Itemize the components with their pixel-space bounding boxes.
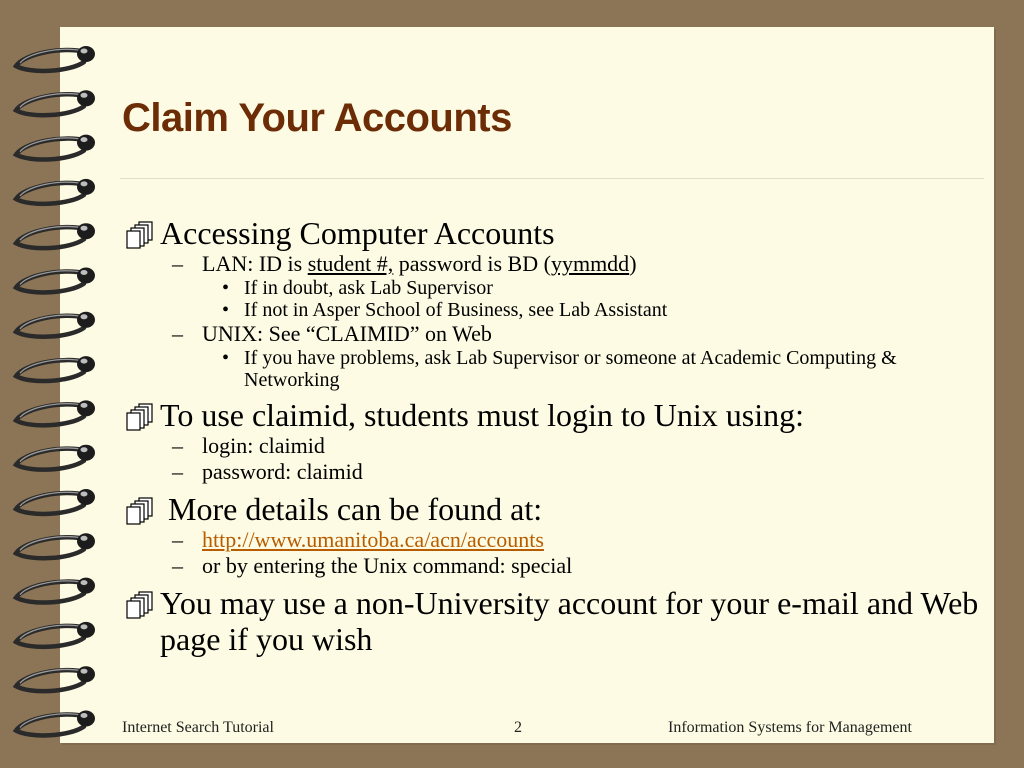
dot-marker: • [222,347,230,369]
dash-marker: – [172,553,183,578]
dot-marker: • [222,299,230,321]
spiral-ring-icon [16,312,95,337]
sub-bullet-unix [124,321,982,347]
third-level-item [124,347,982,391]
spiral-ring-icon [16,711,95,736]
dot-marker: • [222,277,230,299]
spiral-ring-icon [16,578,95,603]
spiral-ring-icon [16,622,95,647]
bullet-text: Accessing Computer Accounts [160,215,555,251]
item-text: or by entering the Unix command: special [202,553,573,578]
third-level-item [124,277,982,299]
spiral-ring-icon [16,179,95,204]
stacked-pages-icon [124,221,158,249]
spiral-ring-icon [16,356,95,381]
slide-content [124,215,982,657]
sub-bullet-lan [124,251,982,277]
bullet-text: To use claimid, students must login to Unix using: [160,397,804,433]
item-text: If in doubt, ask Lab Supervisor [244,277,493,299]
dash-marker: – [172,251,183,276]
slide-title: Claim Your Accounts [122,96,512,140]
spiral-ring-icon [16,445,95,470]
item-text: If not in Asper School of Business, see Lab Assistant [244,299,668,321]
spiral-ring-icon [16,223,95,248]
lan-id-value: student #, [307,251,394,276]
stacked-pages-icon [124,591,158,619]
item-text: password: claimid [202,459,363,484]
bullet-more-details [124,491,982,527]
bullet-accessing-accounts [124,215,982,251]
dash-marker: – [172,321,183,346]
footer-page-number: 2 [514,719,522,736]
footer-right: Information Systems for Management [668,719,912,736]
bullet-non-university-account [124,585,982,657]
item-text: UNIX: See “CLAIMID” on Web [202,321,492,346]
lan-password-format: yymmdd [550,251,630,276]
third-level-item [124,299,982,321]
sub-bullet-unix-command [124,553,982,579]
spiral-binding [0,0,110,768]
bullet-text: More details can be found at: [160,491,543,527]
spiral-ring-icon [16,489,95,514]
item-text: If you have problems, ask Lab Supervisor or someone at Academic Computing & Networking [244,347,897,391]
spiral-ring-icon [16,268,95,293]
spiral-ring-icon [16,666,95,691]
dash-marker: – [172,527,183,552]
spiral-ring-icon [16,46,95,71]
footer-left: Internet Search Tutorial [122,719,274,736]
spiral-ring-icon [16,533,95,558]
bullet-claimid-login [124,397,982,433]
sub-bullet-password [124,459,982,485]
lan-suffix: ) [629,251,637,276]
spiral-ring-icon [16,400,95,425]
dash-marker: – [172,433,183,458]
title-divider [120,178,984,179]
sub-bullet-link [124,527,982,553]
item-text: login: claimid [202,433,325,458]
stacked-pages-icon [124,403,158,431]
spiral-ring-icon [16,90,95,115]
notebook-page [60,27,994,743]
dash-marker: – [172,459,183,484]
accounts-link[interactable]: http://www.umanitoba.ca/acn/accounts [202,527,544,552]
bullet-text: You may use a non-University account for your e-mail and Web page if you wish [160,585,979,657]
spiral-ring-icon [16,135,95,160]
stacked-pages-icon [124,497,158,525]
lan-prefix: LAN: ID is [202,251,308,276]
lan-middle: password is BD ( [393,251,551,276]
sub-bullet-login [124,433,982,459]
